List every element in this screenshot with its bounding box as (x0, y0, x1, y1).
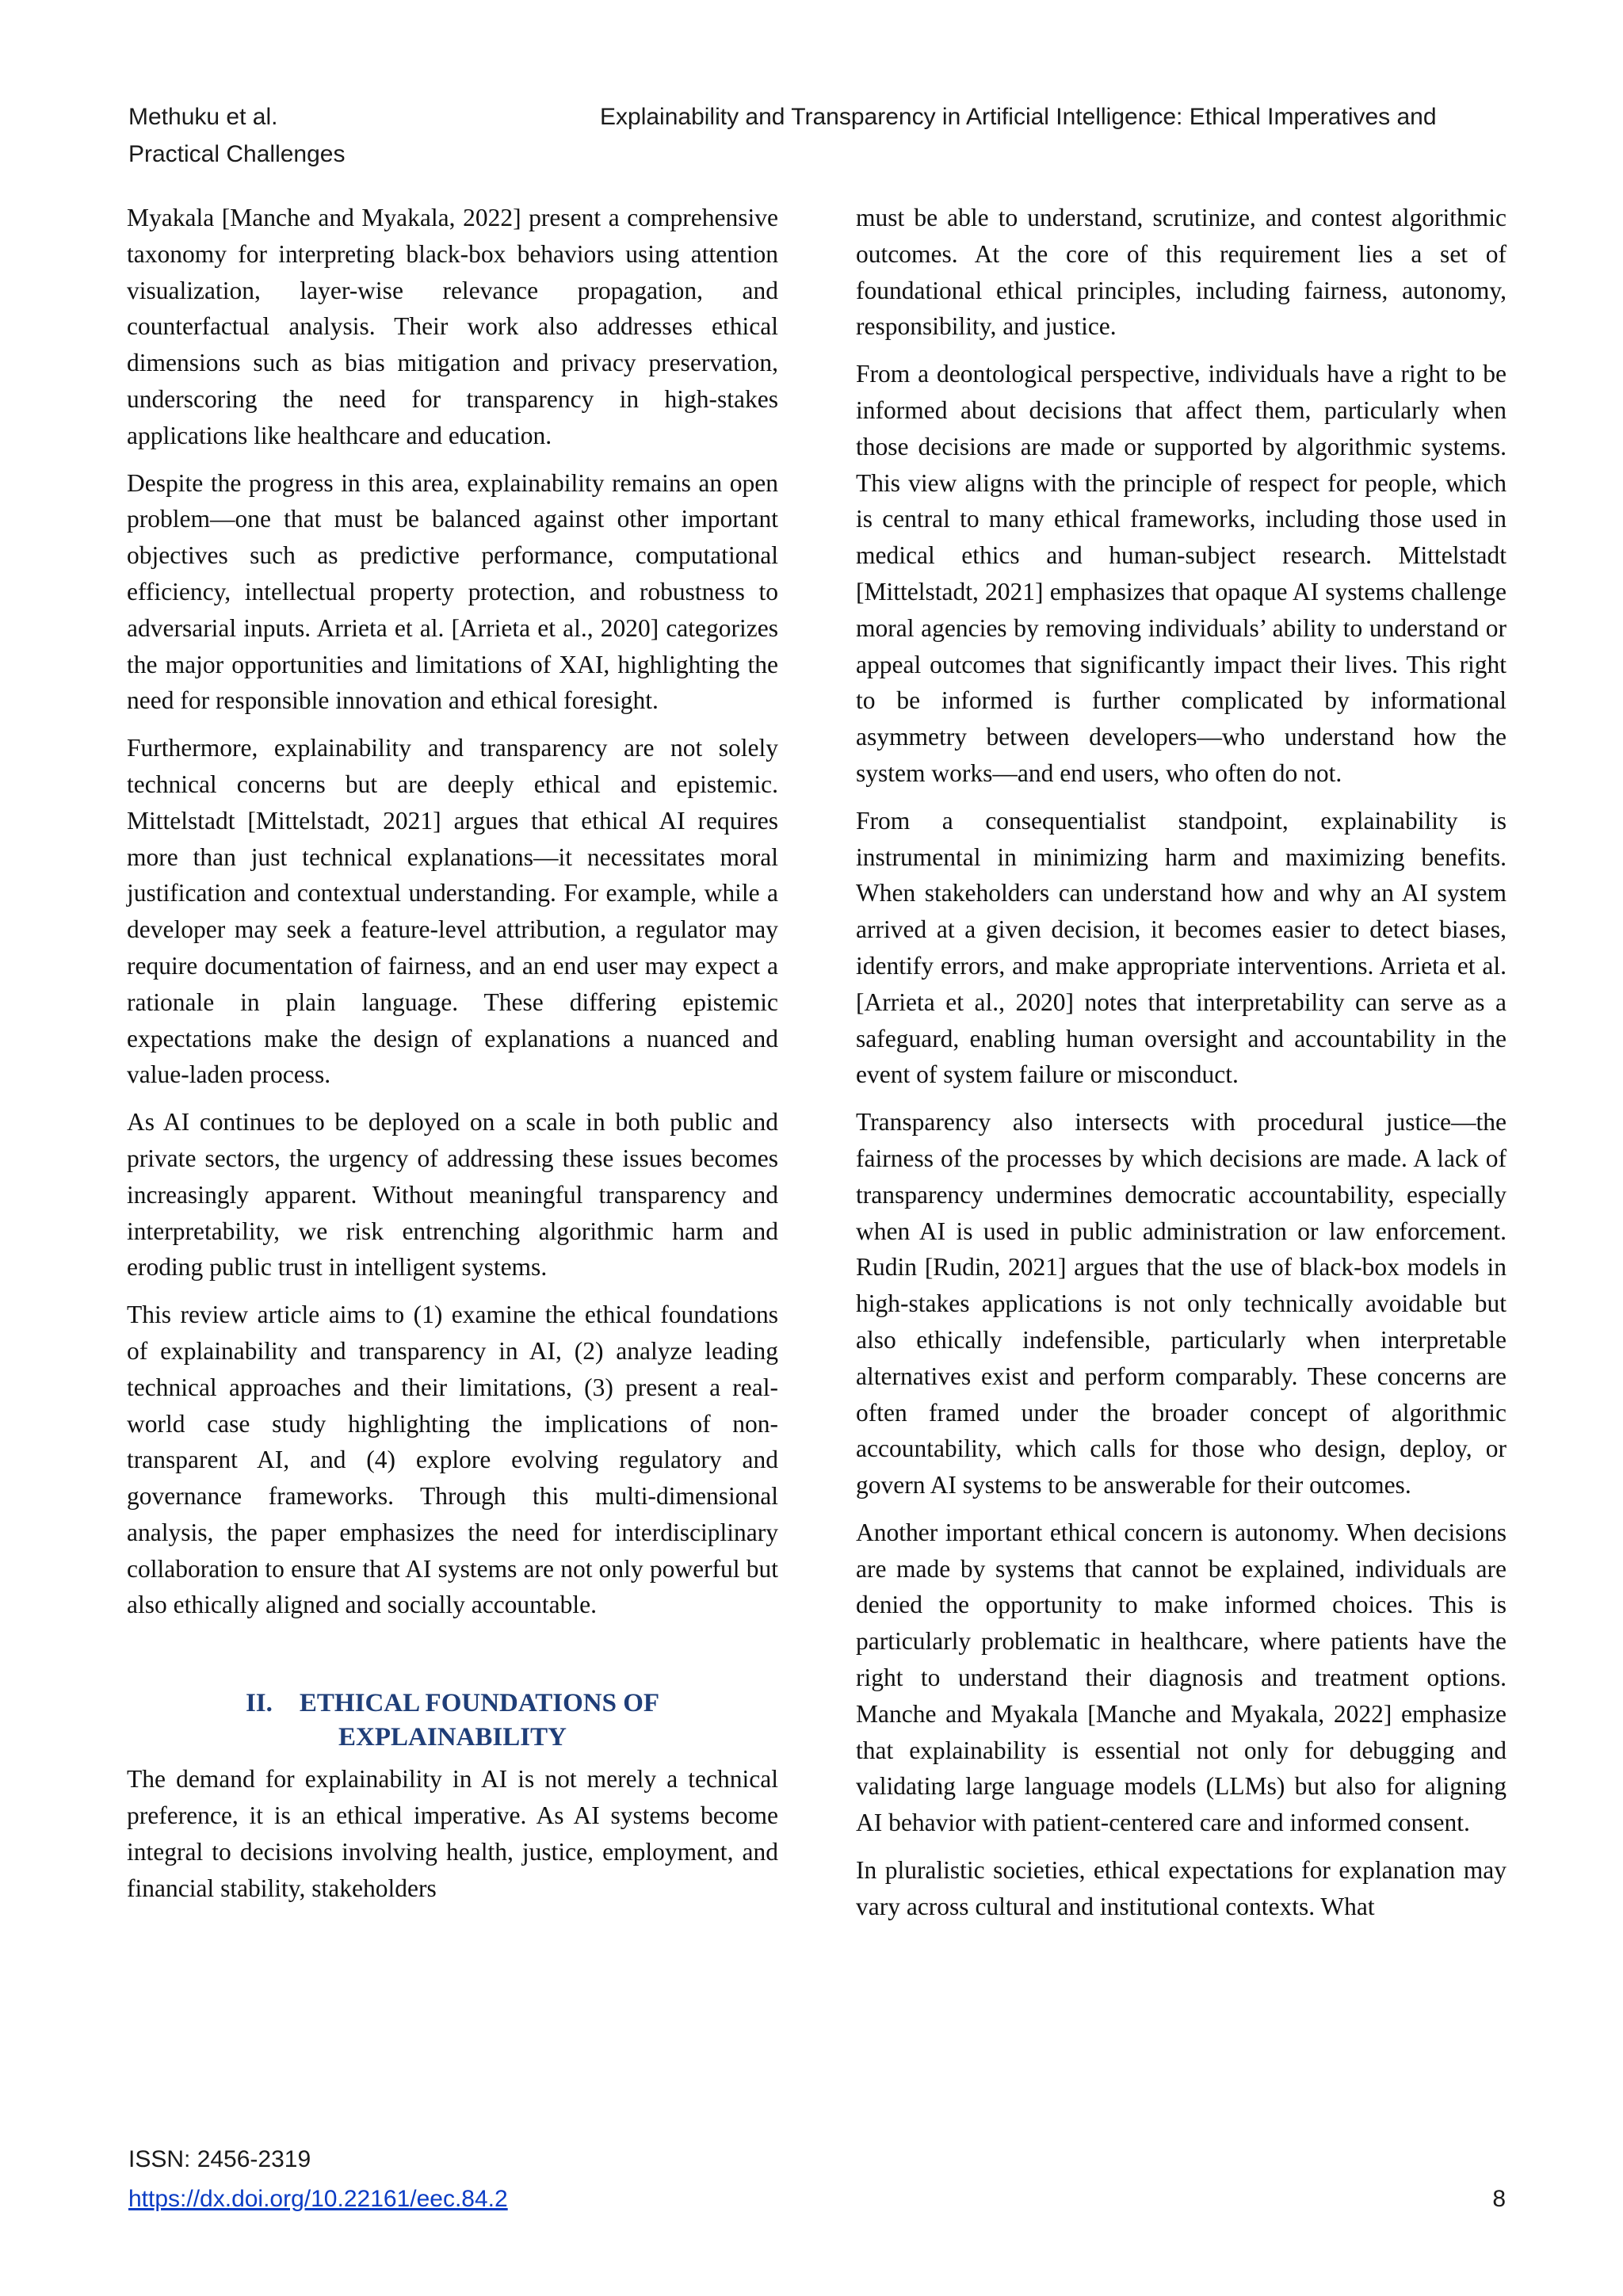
paragraph: Transparency also intersects with procedural justice—the fairness of the processes by which decisions are made. A lack of transparency undermines democratic accountability, especially when AI is used in public administration or law enforcement. Rudin [Rudin, 2021] argues that the use of black-box models in high-stakes applications is not only technically avoidable but also ethically indefensible, particularly when interpretable alternatives exist and perform comparably. These concerns are often framed under the broader concept of algorithmic accountability, which calls for those who design, deploy, or govern AI systems to be answerable for their outcomes. (856, 1108, 1507, 1499)
paragraph: Myakala [Manche and Myakala, 2022] present a comprehensive taxonomy for interpreting black-box behaviors using attention visualization, layer-wise relevance propagation, and counterfactual analysis. Their work also addresses ethical dimensions such as bias mitigation and privacy preservation, underscoring the need for transparency in high-stakes applications like healthcare and education. (127, 204, 778, 449)
paragraph: From a consequentialist standpoint, explainability is instrumental in minimizing harm and maximizing benefits. When stakeholders can understand how and why an AI system arrived at a given decision, it becomes easier to detect biases, identify errors, and make appropriate interventions. Arrieta et al. [Arrieta et al., 2020] notes that interpretability can serve as a safeguard, enabling human oversight and accountability in the event of system failure or misconduct. (856, 806, 1507, 1089)
section-title-line-2: EXPLAINABILITY (338, 1723, 567, 1752)
footer (128, 2140, 508, 2219)
running-header-authors (128, 98, 382, 173)
paragraph: Another important ethical concern is autonomy. When decisions are made by systems that cannot be explained, individuals are denied the opportunity to make informed choices. This is particularly problematic in healthcare, where patients have the right to understand their diagnosis and treatment options. Manche and Myakala [Manche and Myakala, 2022] emphasize that explainability is essential not only for debugging and validating large language models (LLMs) but also for aligning AI behavior with patient-centered care and informed consent. (856, 1518, 1507, 1837)
right-column (856, 200, 1507, 1936)
paragraph: The demand for explainability in AI is not merely a technical preference, it is an ethical imperative. As AI systems become integral to decisions involving health, justice, employment, and financial stability, stakeholders (127, 1765, 778, 1902)
header-authors: Methuku et al. (128, 104, 278, 130)
issn: ISSN: 2456-2319 (128, 2146, 311, 2172)
section-number: II. (245, 1689, 273, 1718)
header-title: Explainability and Transparency in Artificial Intelligence: Ethical Imperatives and (600, 104, 1437, 130)
page-number: 8 (1492, 2186, 1506, 2212)
header-title-continuation: Practical Challenges (128, 141, 346, 167)
doi-link[interactable]: https://dx.doi.org/10.22161/eec.84.2 (128, 2186, 508, 2212)
section-heading (127, 1687, 778, 1755)
paragraph: From a deontological perspective, individuals have a right to be informed about decisions that affect them, particularly when those decisions are made or supported by algorithmic systems. This view aligns with the principle of respect for people, which is central to many ethical frameworks, including those used in medical ethics and human-subject research. Mittelstadt [Mittelstadt, 2021] emphasizes that opaque AI systems challenge moral agencies by removing individuals’ ability to understand or appeal outcomes that significantly impact their lives. This right to be informed is further complicated by informational asymmetry between developers—who understand how the system works—and end users, who often do not. (856, 360, 1507, 787)
paragraph: In pluralistic societies, ethical expectations for explanation may vary across cultural and institutional contexts. What (856, 1856, 1507, 1920)
paragraph: As AI continues to be deployed on a scale in both public and private sectors, the urgency of addressing these issues becomes increasingly apparent. Without meaningful transparency and interpretability, we risk entrenching algorithmic harm and eroding public trust in intelligent systems. (127, 1108, 778, 1282)
paragraph: Despite the progress in this area, explainability remains an open problem—one that must be balanced against other important objectives such as predictive performance, computational efficiency, intellectual property protection, and robustness to adversarial inputs. Arrieta et al. [Arrieta et al., 2020] categorizes the major opportunities and limitations of XAI, highlighting the need for responsible innovation and ethical foresight. (127, 468, 778, 715)
left-column (127, 200, 778, 1917)
paragraph: This review article aims to (1) examine the ethical foundations of explainability and transparency in AI, (2) analyze leading technical approaches and their limitations, (3) present a real-world case study highlighting the implications of non-transparent AI, and (4) explore evolving regulatory and governance frameworks. Through this multi-dimensional analysis, the paper emphasizes the need for interdisciplinary collaboration to ensure that AI systems are not only powerful but also ethically aligned and socially accountable. (127, 1301, 778, 1619)
paragraph: Furthermore, explainability and transparency are not solely technical concerns but are deeply ethical and epistemic. Mittelstadt [Mittelstadt, 2021] argues that ethical AI requires more than just technical explanations—it necessitates moral justification and contextual understanding. For example, while a developer may seek a feature-level attribution, a regulator may require documentation of fairness, and an end user may expect a rationale in plain language. These differing epistemic expectations make the design of explanations a nuanced and value-laden process. (127, 734, 778, 1089)
section-title-line-1: ETHICAL FOUNDATIONS OF (299, 1689, 660, 1718)
paragraph: must be able to understand, scrutinize, and contest algorithmic outcomes. At the core of this requirement lies a set of foundational ethical principles, including fairness, autonomy, responsibility, and justice. (856, 204, 1507, 341)
